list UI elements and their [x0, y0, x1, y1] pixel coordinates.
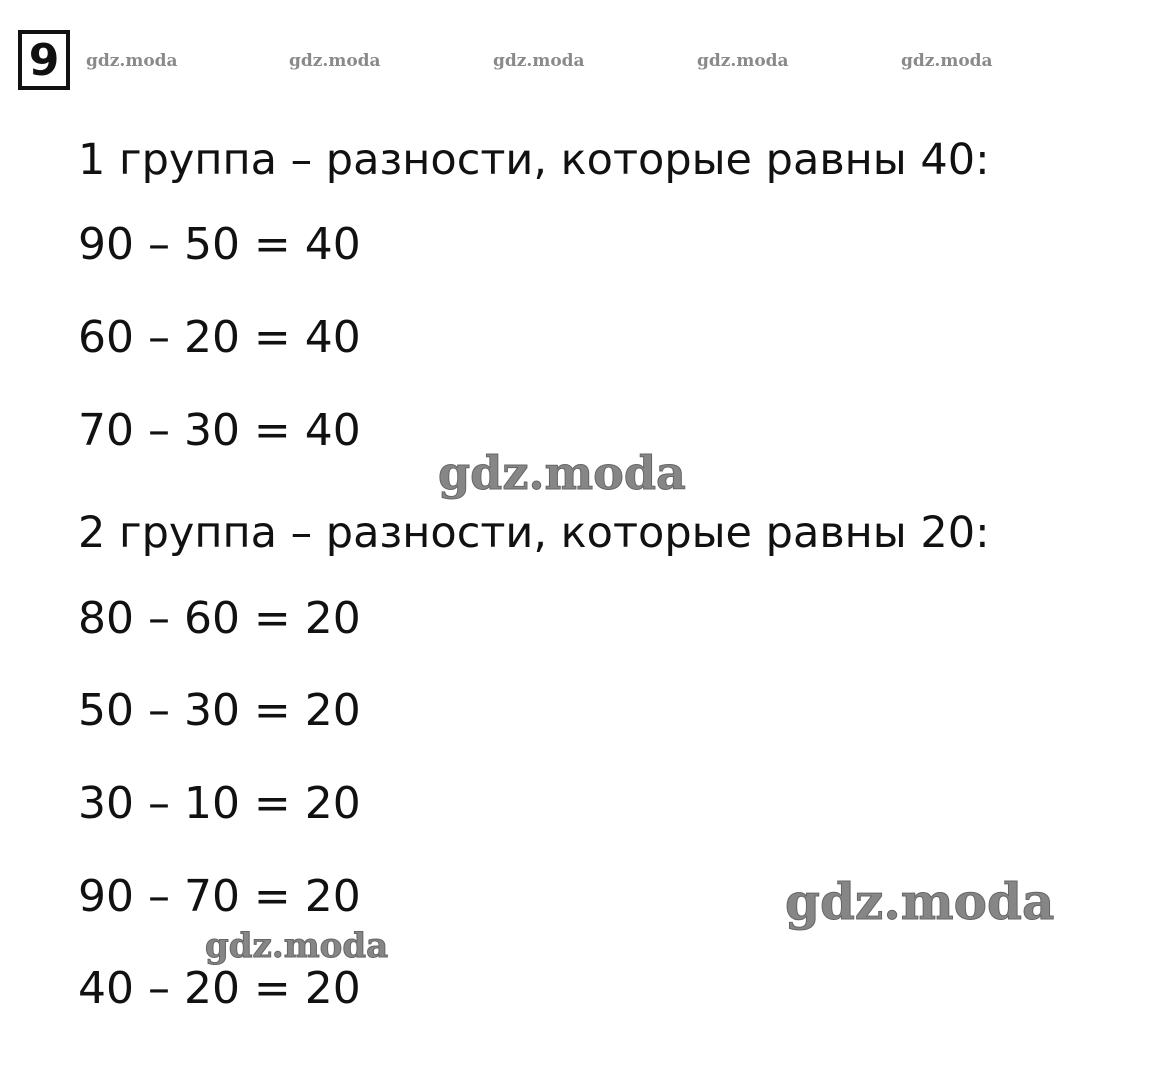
equation: 90 – 70 = 20 — [78, 871, 361, 922]
watermark: gdz.moda — [785, 872, 1055, 931]
equation: 50 – 30 = 20 — [78, 685, 361, 736]
watermark: gdz.moda — [697, 51, 789, 71]
equation: 90 – 50 = 40 — [78, 219, 361, 270]
watermark: gdz.moda — [289, 51, 381, 71]
watermark: gdz.moda — [493, 51, 585, 71]
equation: 30 – 10 = 20 — [78, 778, 361, 829]
watermark: gdz.moda — [901, 51, 993, 71]
task-number-box: 9 — [18, 30, 70, 90]
group-1-heading: 1 группа – разности, которые равны 40: — [78, 135, 990, 185]
equation: 40 – 20 = 20 — [78, 963, 361, 1014]
group-2-heading: 2 группа – разности, которые равны 20: — [78, 508, 990, 558]
equation: 60 – 20 = 40 — [78, 312, 361, 363]
watermark: gdz.moda — [86, 51, 178, 71]
watermark: gdz.moda — [438, 446, 686, 500]
equation: 80 – 60 = 20 — [78, 593, 361, 644]
watermark: gdz.moda — [205, 926, 389, 966]
equation: 70 – 30 = 40 — [78, 405, 361, 456]
